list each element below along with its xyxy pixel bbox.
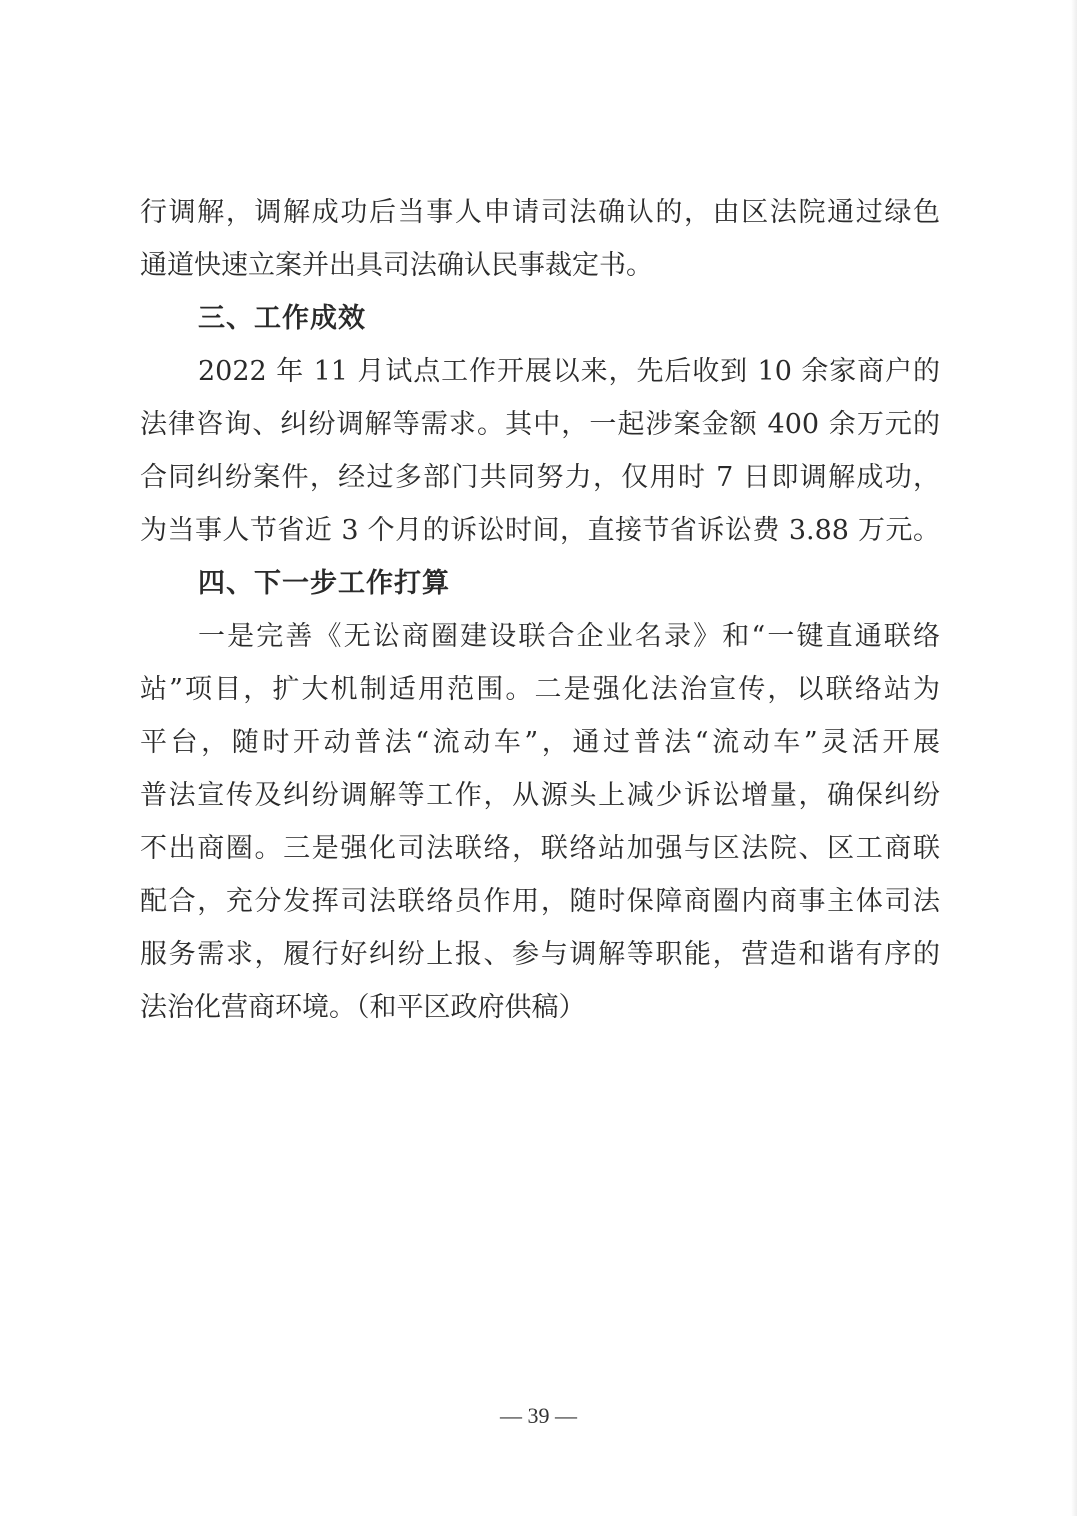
paragraph-line: 站”项目，扩大机制适用范围。二是强化法治宣传，以联络站为 [140,674,940,705]
page-edge-shadow [1071,0,1077,1516]
paragraph-line: 一是完善《无讼商圈建设联合企业名录》和“一键直通联络 [198,621,940,652]
paragraph-line: 法律咨询、纠纷调解等需求。其中，一起涉案金额 400 余万元的 [140,409,940,440]
paragraph-line: 不出商圈。三是强化司法联络，联络站加强与区法院、区工商联 [140,833,940,864]
page-number: — 39 — [500,1403,577,1428]
body-text [140,186,940,1034]
paragraph-line: 服务需求，履行好纠纷上报、参与调解等职能，营造和谐有序的 [140,939,940,970]
paragraph-line: 行调解，调解成功后当事人申请司法确认的，由区法院通过绿色 [140,197,940,228]
paragraph-line: 法治化营商环境。（和平区政府供稿） [140,992,586,1023]
paragraph-line: 普法宣传及纠纷调解等工作，从源头上减少诉讼增量，确保纠纷 [140,780,940,811]
paragraph-line: 平台，随时开动普法“流动车”，通过普法“流动车”灵活开展 [140,727,940,758]
paragraph-line: 配合，充分发挥司法联络员作用，随时保障商圈内商事主体司法 [140,886,940,917]
paragraph-line: 为当事人节省近 3 个月的诉讼时间，直接节省诉讼费 3.88 万元。 [140,515,940,546]
section-heading-results: 三、工作成效 [198,303,366,334]
paragraph-line: 合同纠纷案件，经过多部门共同努力，仅用时 7 日即调解成功， [140,462,940,493]
paragraph-line: 通道快速立案并出具司法确认民事裁定书。 [140,250,653,281]
section-heading-next-steps: 四、下一步工作打算 [198,568,450,599]
paragraph-line: 2022 年 11 月试点工作开展以来，先后收到 10 余家商户的 [198,356,940,387]
